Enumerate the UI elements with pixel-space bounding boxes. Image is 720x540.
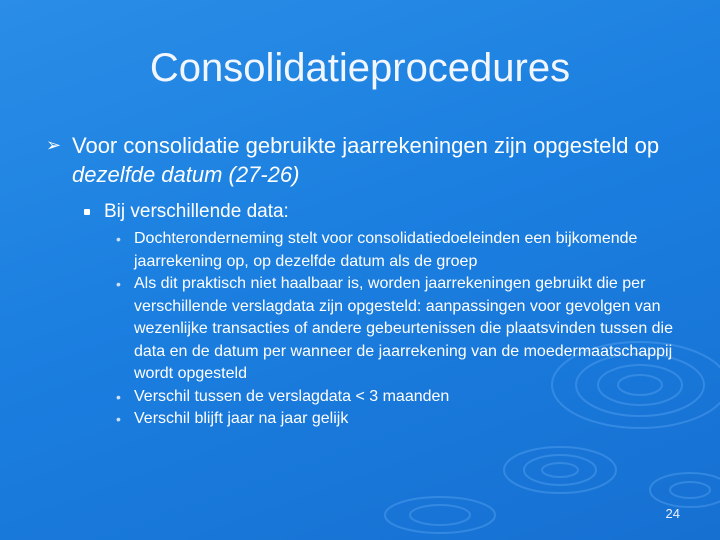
list-item <box>116 228 696 273</box>
page-number: 24 <box>665 506 680 521</box>
list-item <box>116 386 696 409</box>
list-item <box>116 273 696 386</box>
dot-bullet-icon: • <box>116 411 121 427</box>
arrowhead-bullet-icon: ➢ <box>46 135 62 155</box>
list-item-text: Dochteronderneming stelt voor consolidatiedoeleinden een bijkomende jaarrekening op, op dezelfde datum als de groep <box>134 230 638 270</box>
list-item <box>116 408 696 431</box>
bullet-level1-text-regular: Voor consolidatie gebruikte jaarrekeningen zijn opgesteld op <box>72 133 660 158</box>
bullet-level2-text: Bij verschillende data: <box>104 201 289 222</box>
dot-bullet-icon: • <box>116 231 121 247</box>
bullet-level1-text <box>72 131 686 189</box>
square-bullet-icon <box>84 209 90 215</box>
slide-title: Consolidatieprocedures <box>149 46 571 90</box>
dot-bullet-icon: • <box>116 388 121 405</box>
sub-bullet-list <box>116 228 696 431</box>
bullet-level2 <box>84 199 684 225</box>
list-item-text: Verschil blijft jaar na jaar gelijk <box>134 410 349 427</box>
list-item-text: Als dit praktisch niet haalbaar is, worden jaarrekeningen gebruikt die per verschillende verslagdata zijn opgesteld: aanpassingen voor gevolgen van wezenlijke transacties of andere gebeurtenissen die plaatsvinden tussen die data en de datum per wanneer de jaarrekening van de moedermaatschappij wordt opgesteld <box>134 275 674 382</box>
bullet-level1-text-italic: dezelfde datum (27-26) <box>72 162 300 187</box>
dot-bullet-icon: • <box>116 276 121 292</box>
list-item-text: Verschil tussen de verslagdata < 3 maanden <box>134 387 450 405</box>
bullet-level1 <box>46 131 686 189</box>
